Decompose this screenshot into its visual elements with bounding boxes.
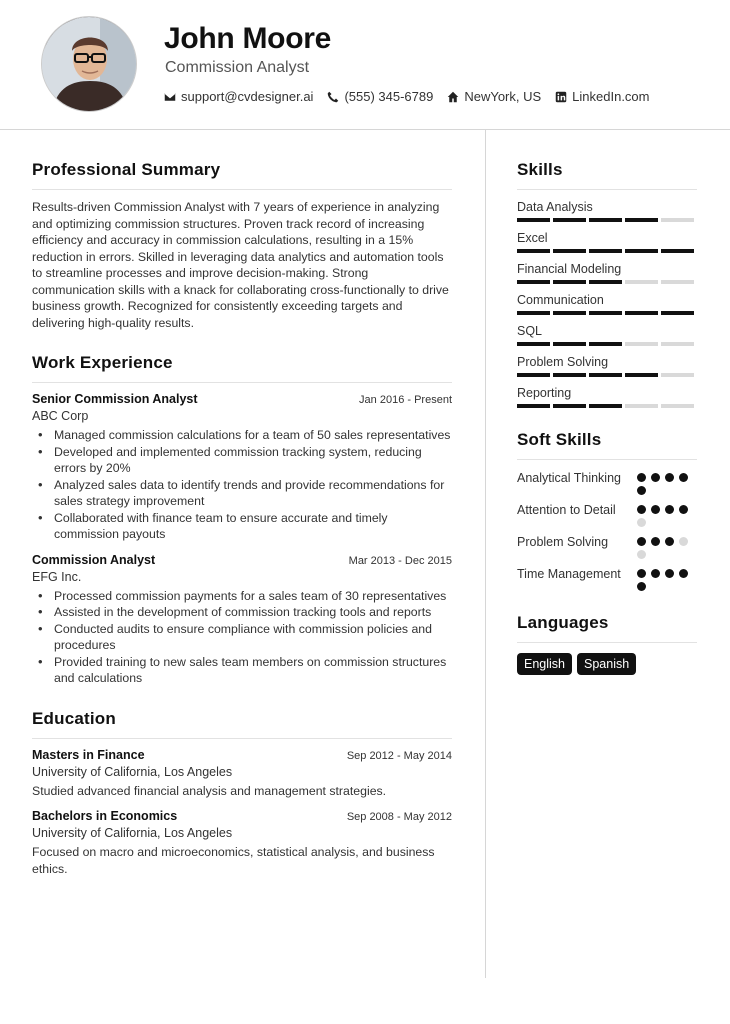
skill-name: Reporting xyxy=(517,386,572,400)
degree-name: Bachelors in Economics xyxy=(32,809,178,823)
education-heading: Education xyxy=(32,709,452,739)
skill-item xyxy=(517,355,697,377)
skill-level-segment xyxy=(553,342,586,346)
skill-level-segment xyxy=(553,373,586,377)
skill-level-segment xyxy=(625,404,658,408)
soft-skill-level-dot xyxy=(651,505,660,514)
skill-level-bars xyxy=(517,249,697,253)
experience-section xyxy=(32,353,452,687)
skill-level-segment xyxy=(589,280,622,284)
skill-level-segment xyxy=(589,249,622,253)
envelope-icon xyxy=(164,91,176,103)
skill-level-segment xyxy=(589,373,622,377)
job-bullet: • Developed and implemented commission tracking system, reducing errors by 20% xyxy=(38,444,452,477)
skill-level-segment xyxy=(553,404,586,408)
phone-text: (555) 345-6789 xyxy=(344,89,434,104)
soft-skill-level-dot xyxy=(679,537,688,546)
email-text: support@cvdesigner.ai xyxy=(181,89,314,104)
languages-section xyxy=(517,613,697,675)
languages-heading: Languages xyxy=(517,613,697,643)
skill-level-segment xyxy=(625,342,658,346)
skill-level-segment xyxy=(625,311,658,315)
job-entry xyxy=(32,553,452,687)
job-date: Mar 2013 - Dec 2015 xyxy=(348,554,452,567)
skill-level-segment xyxy=(553,249,586,253)
skill-level-segment xyxy=(553,280,586,284)
location-text: NewYork, US xyxy=(464,89,542,104)
soft-skill-level-dots xyxy=(637,566,697,591)
skill-name: Financial Modeling xyxy=(517,262,622,276)
skill-name: SQL xyxy=(517,324,543,338)
degree-name: Masters in Finance xyxy=(32,747,145,762)
skill-level-segment xyxy=(553,311,586,315)
main-column xyxy=(32,160,452,899)
job-company: EFG Inc. xyxy=(32,569,82,584)
skill-level-segment xyxy=(625,280,658,284)
summary-text: Results-driven Commission Analyst with 7 years of experience in analyzing and optimizing commission structures. Proven track record of increasing efficiency and accuracy in commission calculations, resulting in a 15% reduction in errors. Skilled in leveraging data analytics and automation tools to streamline processes and improve decision-making. Strong communication skills with a knack for collaborating cross-functionally to drive business growth. Recognized for consistently exceeding targets and delivering high-quality results. xyxy=(32,200,449,330)
soft-skill-item xyxy=(517,470,697,495)
skill-level-bars xyxy=(517,280,697,284)
job-bullet: • Provided training to new sales team members on commission structures and calculations xyxy=(38,654,452,687)
skill-level-bars xyxy=(517,342,697,346)
soft-skill-level-dot xyxy=(665,505,674,514)
soft-skill-level-dot xyxy=(651,569,660,578)
school-name: University of California, Los Angeles xyxy=(32,764,233,779)
skill-level-segment xyxy=(625,218,658,222)
contact-phone[interactable] xyxy=(327,89,433,104)
job-entry xyxy=(32,392,452,543)
soft-skill-level-dots xyxy=(637,502,697,527)
education-section xyxy=(32,709,452,878)
skill-level-segment xyxy=(517,218,550,222)
skill-name: Excel xyxy=(517,231,548,245)
soft-skill-name: Attention to Detail xyxy=(517,503,616,517)
skill-level-segment xyxy=(589,404,622,408)
summary-section xyxy=(32,160,452,331)
contact-location xyxy=(447,89,541,104)
job-bullets xyxy=(32,427,452,543)
skill-level-segment xyxy=(517,311,550,315)
phone-icon xyxy=(327,91,339,103)
soft-skill-level-dot xyxy=(651,537,660,546)
job-date: Jan 2016 - Present xyxy=(359,394,452,406)
skill-level-segment xyxy=(589,311,622,315)
side-column xyxy=(517,160,697,697)
soft-skill-level-dot xyxy=(637,537,646,546)
skill-item xyxy=(517,324,697,346)
skill-item xyxy=(517,231,697,253)
skill-level-segment xyxy=(517,373,550,377)
education-entry xyxy=(32,748,452,800)
soft-skill-level-dot xyxy=(637,486,646,495)
skill-item xyxy=(517,386,697,408)
skill-level-segment xyxy=(589,342,622,346)
soft-skill-level-dot xyxy=(637,569,646,578)
soft-skill-name: Time Management xyxy=(517,567,621,581)
profile-photo xyxy=(41,16,137,112)
soft-skills-list xyxy=(517,470,697,591)
skill-level-segment xyxy=(661,311,694,315)
skill-item xyxy=(517,293,697,315)
contact-email[interactable] xyxy=(164,89,313,104)
soft-skill-item xyxy=(517,566,697,591)
soft-skill-level-dot xyxy=(637,473,646,482)
soft-skill-item xyxy=(517,502,697,527)
soft-skill-level-dot xyxy=(637,505,646,514)
skill-name: Communication xyxy=(517,293,604,307)
soft-skill-level-dot xyxy=(637,550,646,559)
soft-skill-level-dot xyxy=(665,473,674,482)
job-bullet: • Managed commission calculations for a team of 50 sales representatives xyxy=(38,427,452,444)
education-date: Sep 2012 - May 2014 xyxy=(346,749,452,762)
soft-skill-name: Problem Solving xyxy=(517,535,609,549)
school-name: University of California, Los Angeles xyxy=(32,826,233,840)
skill-level-segment xyxy=(661,218,694,222)
skill-level-segment xyxy=(661,373,694,377)
skill-level-segment xyxy=(517,249,550,253)
language-tag: English xyxy=(517,653,572,675)
column-divider xyxy=(485,130,486,978)
candidate-title: Commission Analyst xyxy=(165,59,310,76)
linkedin-text: LinkedIn.com xyxy=(572,89,650,104)
job-bullet: • Conducted audits to ensure compliance with commission policies and procedures xyxy=(38,621,452,654)
candidate-name: John Moore xyxy=(164,22,331,55)
experience-heading: Work Experience xyxy=(32,353,452,383)
skill-level-bars xyxy=(517,218,697,222)
soft-skill-level-dots xyxy=(637,534,697,559)
education-date: Sep 2008 - May 2012 xyxy=(346,811,452,823)
job-company: ABC Corp xyxy=(32,409,89,423)
soft-skill-level-dot xyxy=(637,582,646,591)
skill-level-segment xyxy=(517,280,550,284)
job-bullets xyxy=(32,588,452,687)
skill-level-bars xyxy=(517,373,697,377)
skills-section xyxy=(517,160,697,408)
job-bullet: • Assisted in the development of commission tracking tools and reports xyxy=(38,604,452,621)
skill-level-segment xyxy=(625,249,658,253)
job-bullet: • Collaborated with finance team to ensure accurate and timely commission payouts xyxy=(38,510,452,543)
job-role: Senior Commission Analyst xyxy=(32,392,198,406)
skill-item xyxy=(517,200,697,222)
soft-skill-item xyxy=(517,534,697,559)
skill-level-segment xyxy=(625,373,658,377)
linkedin-icon xyxy=(555,91,567,103)
skill-level-segment xyxy=(661,280,694,284)
soft-skill-name: Analytical Thinking xyxy=(517,471,621,485)
education-description: Studied advanced financial analysis and management strategies. xyxy=(32,783,387,798)
skill-level-segment xyxy=(517,342,550,346)
soft-skill-level-dot xyxy=(637,518,646,527)
education-description: Focused on macro and microeconomics, statistical analysis, and business ethics. xyxy=(32,845,435,876)
soft-skill-level-dot xyxy=(679,569,688,578)
skill-level-bars xyxy=(517,404,697,408)
skill-item xyxy=(517,262,697,284)
soft-skill-level-dots xyxy=(637,470,697,495)
skill-level-segment xyxy=(553,218,586,222)
soft-skill-level-dot xyxy=(665,569,674,578)
education-entry xyxy=(32,809,452,877)
skill-level-bars xyxy=(517,311,697,315)
resume-header xyxy=(0,0,730,130)
skill-name: Problem Solving xyxy=(517,355,609,369)
soft-skills-heading: Soft Skills xyxy=(517,430,697,460)
skill-name: Data Analysis xyxy=(517,200,593,214)
skills-list xyxy=(517,200,697,408)
job-role: Commission Analyst xyxy=(32,552,156,567)
skills-heading: Skills xyxy=(517,160,697,190)
job-bullet: • Processed commission payments for a sales team of 30 representatives xyxy=(38,588,452,605)
language-tag: Spanish xyxy=(577,653,636,675)
contact-list xyxy=(164,89,650,104)
home-icon xyxy=(447,91,459,103)
soft-skill-level-dot xyxy=(679,473,688,482)
soft-skill-level-dot xyxy=(679,505,688,514)
skill-level-segment xyxy=(661,404,694,408)
skill-level-segment xyxy=(661,342,694,346)
skill-level-segment xyxy=(661,249,694,253)
summary-heading: Professional Summary xyxy=(32,160,452,190)
soft-skills-section xyxy=(517,430,697,591)
skill-level-segment xyxy=(517,404,550,408)
profile-photo-illustration xyxy=(42,17,137,112)
job-bullet: • Analyzed sales data to identify trends and provide recommendations for sales strategy improvement xyxy=(38,477,452,510)
skill-level-segment xyxy=(589,218,622,222)
soft-skill-level-dot xyxy=(651,473,660,482)
contact-linkedin[interactable] xyxy=(555,89,649,104)
soft-skill-level-dot xyxy=(665,537,674,546)
languages-list xyxy=(517,653,697,675)
